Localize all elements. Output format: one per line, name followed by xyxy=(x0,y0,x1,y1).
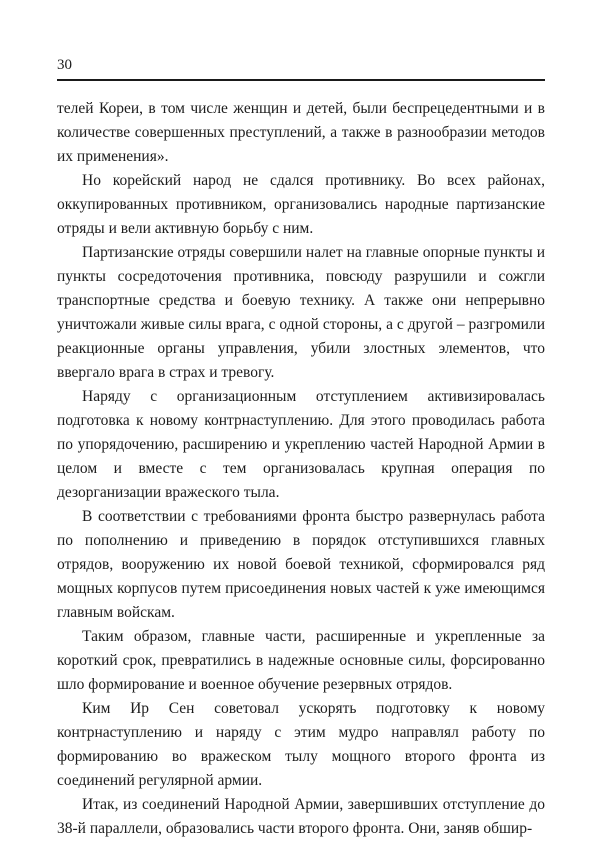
header-rule xyxy=(57,79,545,81)
paragraph: Партизанские отряды совершили налет на главные опорные пункты и пункты сосредоточения противника, повсюду разрушили и сожгли транспортные средства и боевую технику. А также они непрерывно уничтожали живые силы врага, с одной стороны, а с другой – разгромили реакционные органы управления, убили злостных элементов, что ввергало врага в страх и тревогу. xyxy=(57,244,545,381)
page-number: 30 xyxy=(57,57,72,73)
paragraph: Но корейский народ не сдался противнику. Во всех районах, оккупированных противником, организовались народные партизанские отряды и вели активную борьбу с ним. xyxy=(57,172,545,237)
paragraph: Таким образом, главные части, расширенные и укрепленные за короткий срок, превратились в надежные основные силы, форсированно шло формирование и военное обучение резервных отрядов. xyxy=(57,628,545,693)
page-body xyxy=(57,97,545,841)
paragraph: В соответствии с требованиями фронта быстро развернулась работа по пополнению и приведению в порядок отступившихся главных отрядов, вооружению их новой боевой техникой, сформировался ряд мощных корпусов путем присоединения новых частей к уже имеющимся главным войскам. xyxy=(57,508,545,621)
page-header xyxy=(57,56,545,81)
paragraph: Наряду с организационным отступлением активизировалась подготовка к новому контрнаступлению. Для этого проводилась работа по упорядочению, расширению и укреплению частей Народной Армии в целом и вместе с тем организовалась крупная операция по дезорганизации вражеского тыла. xyxy=(57,388,545,501)
paragraph: Ким Ир Сен советовал ускорять подготовку к новому контрнаступлению и наряду с этим мудро направлял работу по формированию во вражеском тылу мощного второго фронта из соединений регулярной армии. xyxy=(57,700,545,789)
paragraph: Итак, из соединений Народной Армии, завершивших отступление до 38-й параллели, образовались части второго фронта. Они, заняв обшир- xyxy=(57,796,545,837)
paragraph: телей Кореи, в том числе женщин и детей, были беспрецедентными и в количестве совершенных преступлений, а также в разнообразии методов их применения». xyxy=(57,100,545,165)
